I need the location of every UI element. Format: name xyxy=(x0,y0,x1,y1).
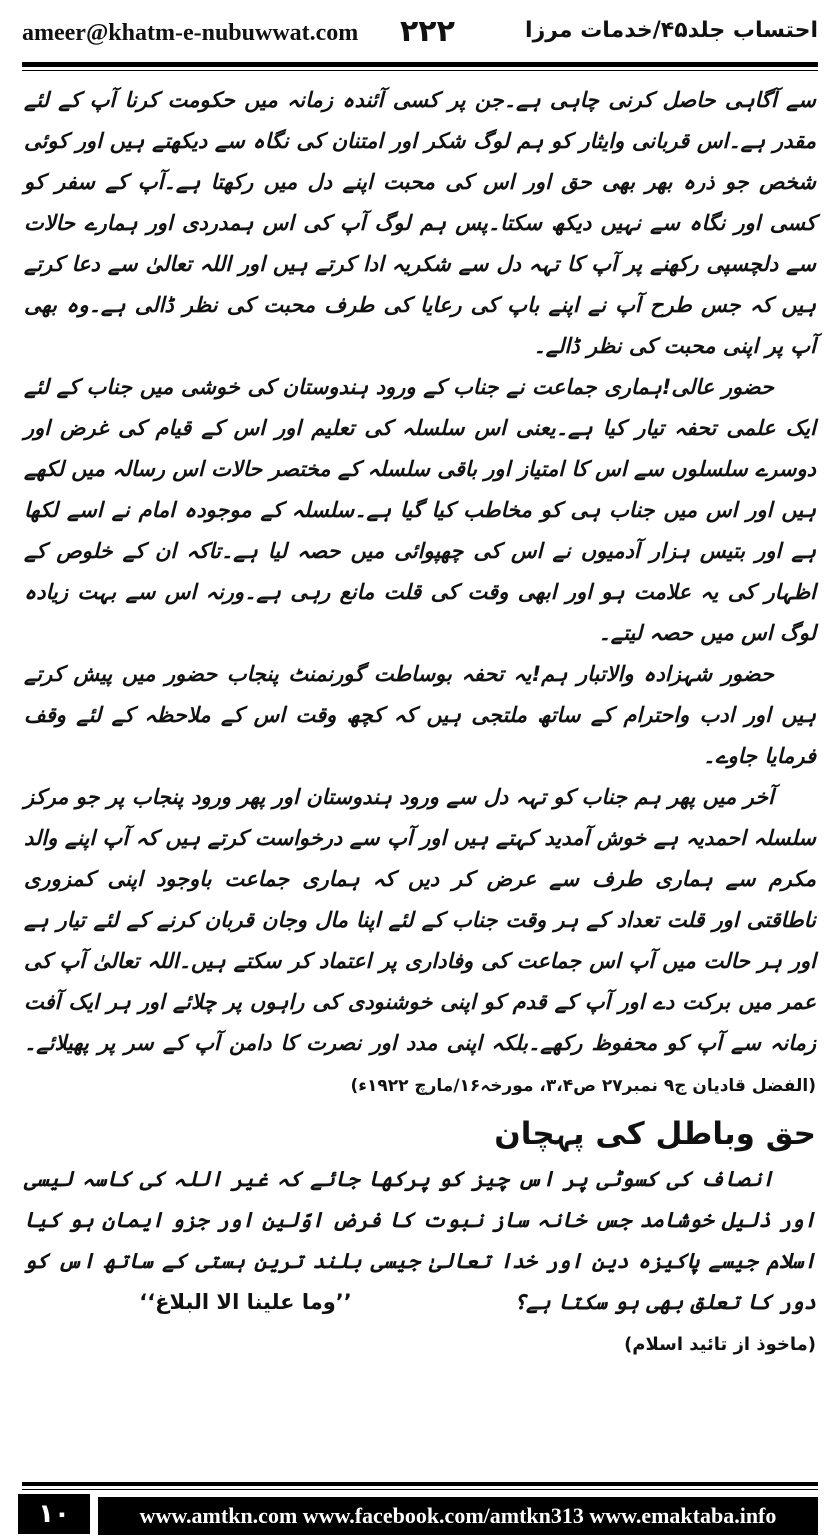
closing-quote: ’’وما علینا الا البلاغ‘‘ xyxy=(139,1290,352,1314)
paragraph-2: حضور عالی!ہماری جماعت نے جناب کے ورود ہندوستان کی خوشی میں جناب کے لئے ایک علمی تحفہ تیار کیا ہے۔یعنی اس سلسلہ کی تعلیم اور اس کے قیام کی غرض اور دوسرے سلسلوں سے اس کا امتیاز اور باقی سلسلہ کے مختصر حالات اس رسالہ میں لکھے ہیں اور اس میں جناب ہی کو مخاطب کیا گیا ہے۔سلسلہ کے موجودہ امام نے اسے لکھا ہے اور بتیس ہزار آدمیوں نے اس کی چھپوائی میں حصہ لیا ہے۔تاکہ ان کے خلوص کے اظہار کی یہ علامت ہو اور ابھی وقت کی قلت مانع رہی ہے۔ورنہ اس سے بہت زیادہ لوگ اس میں حصہ لیتے۔ xyxy=(24,375,816,645)
source-note: (ماخوذ از تائید اسلام) xyxy=(624,1334,816,1355)
paragraph-4 xyxy=(24,777,816,1107)
paragraph-3: حضور شہزادہ والاتبار ہم!یہ تحفہ بوساطت گورنمنٹ پنجاب حضور میں پیش کرتے ہیں اور ادب واحترام کے ساتھ ملتجی ہیں کہ کچھ وقت اس کے ملاحظہ کے لئے وقف فرمایا جاوے۔ xyxy=(24,662,816,768)
header-book-title: احتساب جلد۴۵/خدمات مرزا xyxy=(525,18,818,43)
footer-rule xyxy=(22,1482,818,1486)
footer-links: www.amtkn.com www.facebook.com/amtkn313 www.emaktaba.info xyxy=(98,1497,818,1535)
section-paragraph xyxy=(24,1159,816,1323)
footer-page-number: ۱۰ xyxy=(18,1494,90,1534)
paragraph-1: سے آگاہی حاصل کرنی چاہی ہے۔جن پر کسی آئندہ زمانہ میں حکومت کرنا آپ کے لئے مقدر ہے۔اس قربانی وایثار کو ہم لوگ شکر اور امتنان کی نگاہ سے دیکھتے ہیں اور کوئی شخص جو ذرہ بھر بھی حق اور اس کی محبت اپنے دل میں رکھتا ہے۔آپ کے سفر کو کسی اور نگاہ سے نہیں دیکھ سکتا۔پس ہم لوگ آپ کی اس ہمدردی اور ہمارے حالات سے دلچسپی رکھنے پر آپ کا تہہ دل سے شکریہ ادا کرتے ہیں اور اللہ تعالیٰ سے دعا کرتے ہیں کہ جس طرح آپ نے اپنے باپ کی رعایا کی طرف محبت کی نظر ڈالی ہے۔وہ بھی آپ پر اپنی محبت کی نظر ڈالے۔ xyxy=(24,88,816,358)
header-email: ameer@khatm-e-nubuwwat.com xyxy=(22,20,359,46)
section-heading: حق وباطل کی پہچان xyxy=(494,1116,816,1152)
header-rule xyxy=(22,62,818,67)
header-rule-thin xyxy=(22,70,818,71)
header-page-number: ۲۲۲ xyxy=(400,14,455,49)
section-text: انصاف کی کسوٹی پر اس چیز کو پرکھا جائے کہ غیر اللہ کی کاسہ لیسی اور ذلیل خوشامد جس خانہ ساز نبوت کا فرض اوّلین اور جزو ایمان ہو کیا اسلام جیسے پاکیزہ دین اور خدا تعالیٰ جیسی بلند ترین ہستی کے ساتھ اس کو دور کا تعلق بھی ہو سکتا ہے؟ xyxy=(24,1167,816,1314)
citation-reference: (الفضل قادیان ج۹ نمبر۲۷ ص۳،۴، مورخہ۱۶/مارچ ۱۹۲۲ء) xyxy=(350,1076,816,1096)
page-body xyxy=(24,80,816,1367)
page-header xyxy=(22,14,818,62)
paragraph-4-text: آخر میں پھر ہم جناب کو تہہ دل سے ورود ہندوستان اور پھر ورود پنجاب پر جو مرکز سلسلہ احمدیہ ہے خوش آمدید کہتے ہیں اور آپ سے درخواست کرتے ہیں کہ آپ اپنے والد مکرم سے ہماری طرف سے عرض کر دیں کہ ہماری جماعت باوجود اپنی کمزوری ناطاقتی اور قلت تعداد کے ہر وقت جناب کے لئے اپنا مال وجان قربان کرنے کے لئے تیار ہے اور ہر حالت میں آپ اس جماعت کی وفاداری پر اعتماد کر سکتے ہیں۔اللہ تعالیٰ آپ کی عمر میں برکت دے اور آپ کے قدم کو اپنی خوشنودی کی راہوں پر چلائے اور ہر ایک آفت زمانہ سے آپ کو محفوظ رکھے۔بلکہ اپنی مدد اور نصرت کا دامن آپ کے سر پر پھیلائے۔ xyxy=(24,785,816,1055)
footer-rule-thin xyxy=(22,1489,818,1490)
